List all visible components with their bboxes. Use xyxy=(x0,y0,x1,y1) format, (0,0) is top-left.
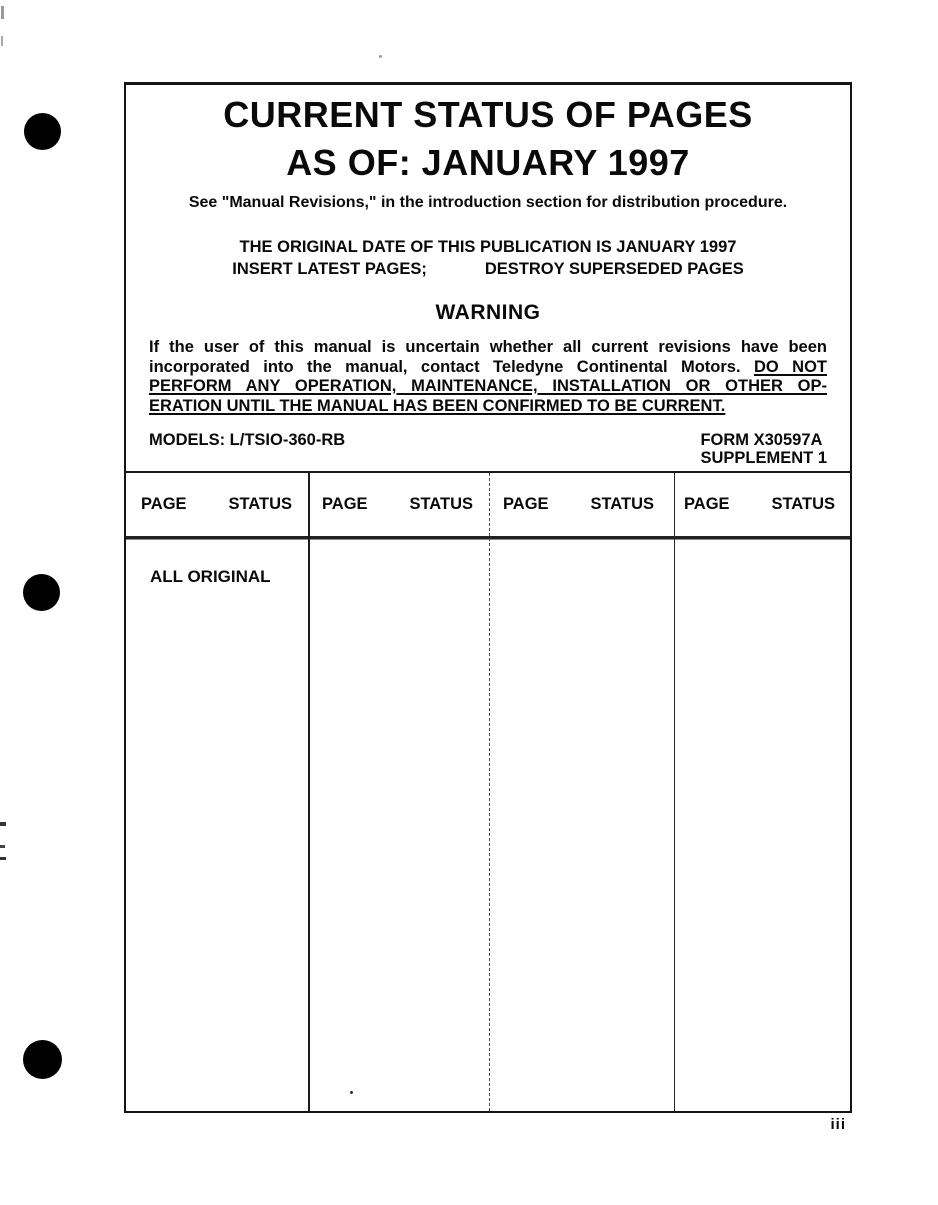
publication-date-line: THE ORIGINAL DATE OF THIS PUBLICATION IS JANUARY 1997 xyxy=(239,238,737,256)
column-divider-dashed xyxy=(489,473,490,1111)
models-form-row xyxy=(149,431,827,467)
form-block xyxy=(700,431,827,467)
page-frame xyxy=(124,82,852,1113)
scan-speck xyxy=(379,55,382,58)
scan-artifact xyxy=(0,857,6,860)
column-header-status: STATUS xyxy=(590,495,654,513)
column-header-status: STATUS xyxy=(409,495,473,513)
form-number: FORM X30597A xyxy=(700,431,823,449)
column-header-status: STATUS xyxy=(228,495,292,513)
warning-paragraph xyxy=(149,338,827,416)
page-status-table xyxy=(126,471,850,1111)
column-header-status: STATUS xyxy=(771,495,835,513)
column-header-page: PAGE xyxy=(684,495,730,513)
header-cell xyxy=(126,473,307,536)
header-cell xyxy=(488,473,669,536)
page-title: CURRENT STATUS OF PAGES xyxy=(223,94,753,135)
column-header-page: PAGE xyxy=(322,495,368,513)
scan-artifact xyxy=(0,845,5,848)
destroy-instruction: DESTROY SUPERSEDED PAGES xyxy=(484,260,744,278)
insert-instruction: INSERT LATEST PAGES; xyxy=(232,260,427,278)
hole-punch-dot xyxy=(24,113,61,150)
warning-text-underlined: DO NOT PERFORM ANY OPERATION, MAINTENANCE, INSTALLATION OR OTHER OP-ERATION UNTIL THE MANUAL HAS BEEN CONFIRMED TO BE CURRENT. xyxy=(149,357,827,415)
scan-artifact xyxy=(1,6,4,19)
warning-heading: WARNING xyxy=(435,301,541,324)
scan-artifact xyxy=(0,822,6,826)
table-cell-all-original: ALL ORIGINAL xyxy=(150,567,271,586)
column-header-page: PAGE xyxy=(141,495,187,513)
page-instructions xyxy=(126,260,850,279)
column-divider xyxy=(674,473,675,1111)
column-header-page: PAGE xyxy=(503,495,549,513)
hole-punch-dot xyxy=(23,574,60,611)
header-cell xyxy=(307,473,488,536)
page-title-date: AS OF: JANUARY 1997 xyxy=(286,142,690,183)
hole-punch-dot xyxy=(23,1040,62,1079)
column-divider xyxy=(308,473,310,1111)
header-cell xyxy=(669,473,850,536)
distribution-note: See "Manual Revisions," in the introduction section for distribution procedure. xyxy=(188,194,788,211)
warning-text: If the user of this manual is uncertain whether all current revisions have been incorporated into the manual, contact Teledyne Continental Motors. xyxy=(149,338,827,376)
table-header-row xyxy=(126,473,850,539)
models-label: MODELS: L/TSIO-360-RB xyxy=(149,431,346,449)
page-number: iii xyxy=(830,1116,846,1133)
scan-artifact xyxy=(1,36,3,46)
supplement-number: SUPPLEMENT 1 xyxy=(700,449,827,467)
